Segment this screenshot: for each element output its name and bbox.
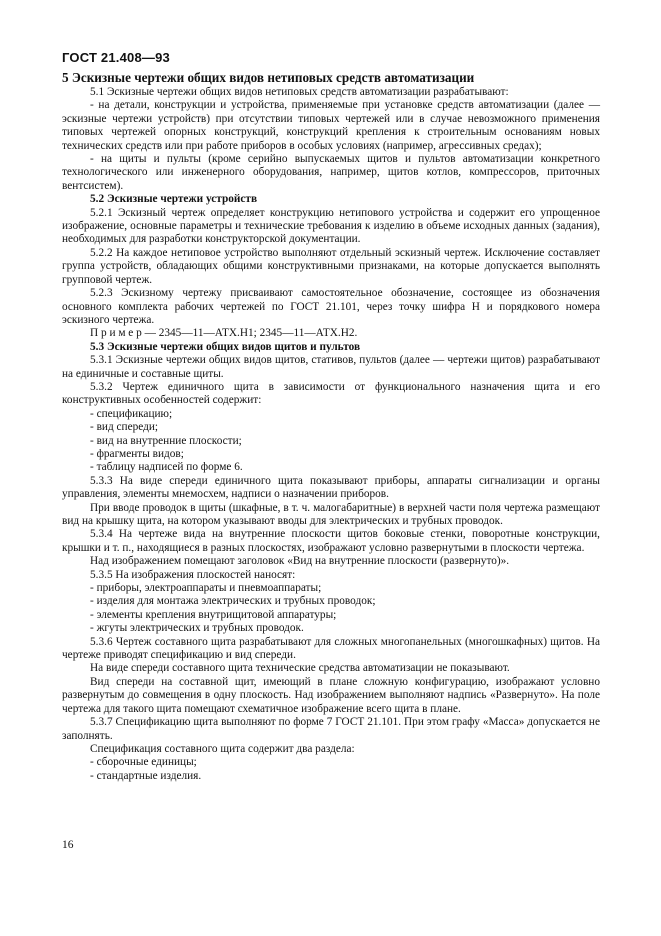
paragraph: 5.2.1 Эскизный чертеж определяет конструкцию нетипового устройства и содержит его упрощенное изображение, основные параметры и технические требования к изделию в объеме исходных данных (задания), необходимых для разработки конструкторской документации. xyxy=(62,206,600,246)
list-item: - на детали, конструкции и устройства, применяемые при установке средств автоматизации (далее — эскизные чертежи устройств) при отсутствии типовых чертежей или в случае невозможного применения типовых чертежей опорных конструкций, конструкций крепления к строительным основаниям новых технических средств или при работе приборов в особых условиях (например, агрессивных средах); xyxy=(62,99,600,152)
paragraph: 5.3.4 На чертеже вида на внутренние плоскости щитов боковые стенки, поворотные конструкции, крышки и т. п., находящиеся в разных плоскостях, изображают условно развернутыми в плоскости чертежа. xyxy=(62,528,600,554)
paragraph: 5.3.1 Эскизные чертежи общих видов щитов, стативов, пультов (далее — чертежи щитов) разрабатывают на единичные и составные щиты. xyxy=(62,354,600,380)
document-header: ГОСТ 21.408—93 xyxy=(62,50,170,65)
subsection-heading: 5.3 Эскизные чертежи общих видов щитов и пультов xyxy=(90,340,361,353)
paragraph: 5.3.7 Спецификацию щита выполняют по форме 7 ГОСТ 21.101. При этом графу «Масса» допускается не заполнять. xyxy=(62,716,600,742)
list-item: - вид спереди; xyxy=(90,421,159,434)
paragraph: При вводе проводок в щиты (шкафные, в т. ч. малогабаритные) в верхней части поля чертежа размещают вид на крышку щита, на котором указывают вводы для электрических и трубных проводок. xyxy=(62,501,600,527)
list-item: - изделия для монтажа электрических и трубных проводок; xyxy=(90,595,376,608)
subsection-heading: 5.2 Эскизные чертежи устройств xyxy=(90,193,258,206)
list-item: - жгуты электрических и трубных проводок. xyxy=(90,622,304,635)
example-note: П р и м е р — 2345—11—АТХ.Н1; 2345—11—АТХ.Н2. xyxy=(90,327,358,340)
list-item: - на щиты и пульты (кроме серийно выпускаемых щитов и пультов автоматизации конкретного технологического или инженерного оборудования, например, щитов котлов, компрессоров, приточных вентсистем). xyxy=(62,153,600,192)
paragraph: Над изображением помещают заголовок «Вид на внутренние плоскости (развернуто)». xyxy=(90,555,510,568)
paragraph: 5.3.5 На изображения плоскостей наносят: xyxy=(90,568,296,581)
list-item: - фрагменты видов; xyxy=(90,447,184,460)
page-number: 16 xyxy=(62,839,74,851)
list-item: - спецификацию; xyxy=(90,407,173,420)
list-item: - вид на внутренние плоскости; xyxy=(90,434,242,447)
section-title: 5 Эскизные чертежи общих видов нетиповых средств автоматизации xyxy=(62,70,475,85)
paragraph: 5.3.6 Чертеж составного щита разрабатывают для сложных многопанельных (многошкафных) щитов. На чертеже приводят спецификацию и вид спереди. xyxy=(62,635,600,662)
list-item: - сборочные единицы; xyxy=(90,756,197,769)
paragraph: 5.2.2 На каждое нетиповое устройство выполняют отдельный эскизный чертеж. Исключение составляет группа устройств, обладающих общими конструктивными признаками, на которые допускается выполнять групповой чертеж. xyxy=(62,246,600,286)
paragraph: 5.3.2 Чертеж единичного щита в зависимости от функционального назначения щита и его конструктивных особенностей содержит: xyxy=(62,380,600,407)
paragraph: 5.3.3 На виде спереди единичного щита показывают приборы, аппараты сигнализации и органы управления, элементы мнемосхем, надписи о назначении приборов. xyxy=(62,474,600,501)
document-body xyxy=(62,70,600,783)
paragraph: На виде спереди составного щита технические средства автоматизации не показывают. xyxy=(90,662,510,675)
paragraph: 5.1 Эскизные чертежи общих видов нетиповых средств автоматизации разрабатывают: xyxy=(90,86,509,98)
paragraph: Вид спереди на составной щит, имеющий в плане сложную конфигурацию, изображают условно развернутым до совмещения в одну плоскость. Над изображением выполняют надпись «Развернуто». На поле чертежа для такого щита помещают схематичное изображение всего щита в плане. xyxy=(62,675,600,715)
list-item: - элементы крепления внутрищитовой аппаратуры; xyxy=(90,608,337,621)
list-item: - таблицу надписей по форме 6. xyxy=(90,461,243,474)
list-item: - приборы, электроаппараты и пневмоаппараты; xyxy=(90,582,322,595)
paragraph: Спецификация составного щита содержит два раздела: xyxy=(90,742,355,755)
paragraph: 5.2.3 Эскизному чертежу присваивают самостоятельное обозначение, состоящее из обозначения основного комплекта рабочих чертежей по ГОСТ 21.101, через точку шифра Н и порядкового номера эскизного чертежа. xyxy=(62,287,600,326)
list-item: - стандартные изделия. xyxy=(90,769,202,782)
